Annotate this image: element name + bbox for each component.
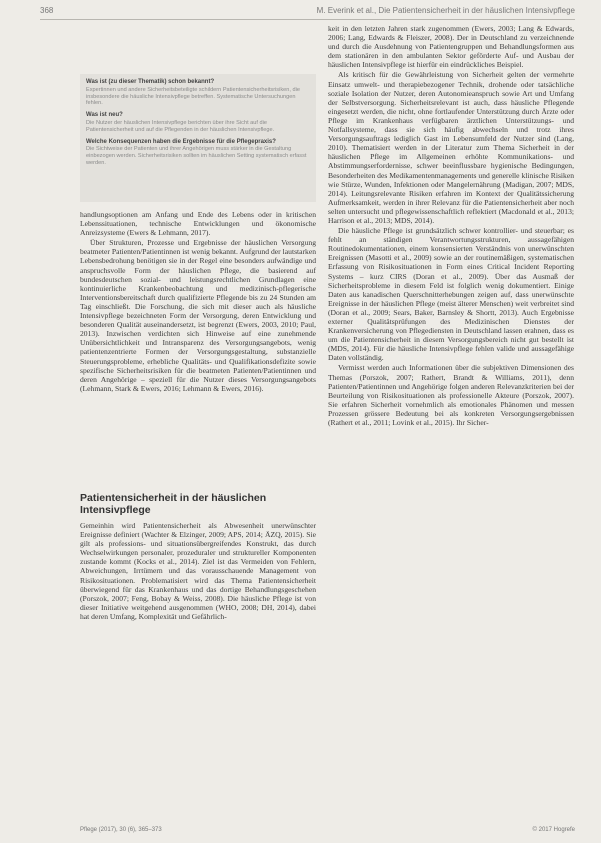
running-title: M. Everink et al., Die Patientensicherheit in der häuslichen Intensivpflege xyxy=(316,6,575,15)
footer-copyright: © 2017 Hogrefe xyxy=(532,827,575,833)
summary-question-3: Welche Konsequenzen haben die Ergebnisse für die Pflegepraxis? xyxy=(86,138,276,145)
right-column xyxy=(328,24,574,428)
footer-citation: Pflege (2017), 30 (6), 365–373 xyxy=(80,827,162,833)
left-column-bottom xyxy=(80,521,316,622)
left-column-top xyxy=(80,210,316,394)
paragraph: Die häusliche Pflege ist grundsätzlich schwer kontrollier- und steuerbar; es fehlt an ständigen Verantwortungsstrukturen, aussagefähigen Routinedokumentationen, einem konsensierten Verständnis von unerwünschten Ereignissen (Masotti et al., 2009) sowie an der routinemäßigen, systematischen Erfassung von Risikosituationen in Form eines Critical Incident Reporting Systems – kurz CIRS (Doran et al., 2009). Über das Ausmaß der Sicherheitsprobleme in diesem Feld ist folglich wenig dokumentiert. Einige Daten aus kanadischen Querschnitterhebungen zeigen auf, dass unerwünschte Ereignisse in der häuslichen Pflege (meist älterer Menschen) weit verbreitet sind (Doran et al., 2009; Sears, Baker, Barnsley & Shortt, 2013). Auch Ergebnisse externer Qualitätsprüfungen des Medizinischen Dienstes der Krankenversicherung von Pflegediensten in Deutschland lassen erahnen, dass es um die Patientensicherheit in diesem Versorgungsbereich nicht gut bestellt ist (MDS, 2014). Für die häusliche Intensivpflege fehlen valide und aussagefähige Daten vollständig. xyxy=(328,226,574,363)
paragraph: Über Strukturen, Prozesse und Ergebnisse der häuslichen Versorgung beatmeter Patienten/Patientinnen ist wenig bekannt. Aufgrund der lautstarken Lebensbedrohung benötigen sie in der Regel eine besonders aufwändige und anspruchsvolle Form der häuslichen Pflege, die basierend auf bundesdeutschen sozial- und leistungsrechtlichen Grundlagen eine kontinuierliche Krankenbeobachtung und medizinisch-pflegerische Interventionsbereitschaft durch qualifizierte Pflegende bis zu 24 Stunden am Tag einschließt. Die Forschung, die sich mit dieser auch als häusliche Intensivpflege bezeichneten Form der Versorgung, deren Entwicklung und besonderen Qualität auseinandersetzt, ist begrenzt (Ewers, 2003, 2010; Paul, 2013). Inzwischen verdichten sich Hinweise auf eine zunehmende Unübersichtlichkeit und Intransparenz des Versorgungsangebots, wenig patientenzentrierte Formen der Versorgungsgestaltung, substanzielle Steuerungsprobleme, erhebliche Qualitäts- und Qualifikationsdefizite sowie spezifische Sicherheitsrisiken für die beatmeten Patienten/Patientinnen und deren Angehörige – speziell für die Nutzer dieses Versorgungsangebots (Lehmann, Stark & Ewers, 2016; Lehmann & Ewers, 2016). xyxy=(80,238,316,393)
page-number: 368 xyxy=(40,6,54,15)
summary-question-1: Was ist (zu dieser Thematik) schon bekannt? xyxy=(86,79,215,85)
paragraph: Als kritisch für die Gewährleistung von Sicherheit gelten der vermehrte Einsatz umwelt- und therapiebezogener Technik, drohende oder tatsächliche soziale Isolation der Nutzer, deren Autonomieanspruch sowie Art und Umfang der Selbstversorgung. Sicherheitsrelevant ist auch, dass häusliche Pflegende eingesetzt werden, die nicht, ohne fortlaufender Unterstützung durch Ärzte oder Pflege im Krankenhaus verfügbaren ärztlichen Unterstützungs- und Notfallsysteme, dass sie sich häufig abwechseln und trotz ihres Versorgungsauftrags lediglich Gast im Lebensumfeld der Nutzer sind (Lang, 2010). Thematisiert werden in der Literatur zum Thema Sicherheit in der häuslichen Pflege im Allgemeinen erhöhte Kommunikations- und Abstimmungserfordernisse, schwer beeinflussbare hygienische Bedingungen, Besonderheiten des Medikamentenmanagements und generelle klinische Risiken wie Stürze, Wunden, Infektionen oder Mangelernährung (Madigan, 2007; MDS, 2014). Leitungsrelevante Risiken erfahren im Kontext der Qualitätssicherung Aufmerksamkeit, werden in ihrer Relevanz für die Patientensicherheit aber noch selten untersucht und pflegewissenschaftlich reflektiert (Macdonald et al., 2013; Harrison et al., 2013; MDS, 2014). xyxy=(328,70,574,225)
summary-question-2: Was ist neu? xyxy=(86,112,123,119)
paragraph: handlungsoptionen am Anfang und Ende des Lebens oder in kritischen Lebenssituationen, technische Entwicklungen und ökonomische Anreizsysteme (Ewers & Lehmann, 2017). xyxy=(80,210,316,238)
section-heading: Patientensicherheit in der häuslichen Intensivpflege xyxy=(80,492,267,516)
summary-answer-3: Die Sichtweise der Patienten und ihrer Angehörigen muss stärker in die Gestaltung einbezogen werden. Sicherheitsrisiken sollten im häuslichen Setting systematisch erfasst werden. xyxy=(86,146,307,166)
paragraph: Gemeinhin wird Patientensicherheit als Abwesenheit unerwünschter Ereignisse definiert (Wachter & Elzinger, 2009; APS, 2014; ÄZQ, 2015). Sie gilt als professions- und situationsübergreifendes Konstrukt, das durch Wechselwirkungen personaler, prozeduraler und struktureller Komponenten zustande kommt (Kocks et al., 2014). Ziel ist das Vermeiden von Fehlern, Abweichungen, Irrtümern und das vorausschauende Management von Risikosituationen. Problematisiert wird das Thema Patientensicherheit überwiegend für das Krankenhaus und das dortige Behandlungsgeschehen (Porszok, 2007; Feng, Bobay & Weiss, 2008). Die häusliche Pflege ist von dieser Initiative weitgehend ausgenommen (WHO, 2008; DH, 2014), dabei hat deren Umfang, Komplexität und Gefährlich- xyxy=(80,521,316,621)
paragraph: keit in den letzten Jahren stark zugenommen (Ewers, 2003; Lang & Edwards, 2006; Lang, Edwards & Fleiszer, 2008). Der in Deutschland zu verzeichnende und durch die Ausdehnung von Patientengruppen und Behandlungsformen aus dem stationären in den ambulanten Sektor geförderte Auf- und Ausbau der häuslichen Intensivpflege ist hierfür ein eindrückliches Beispiel. xyxy=(328,24,574,70)
summary-answer-1: Expertinnen und andere Sicherheitsbeteiligte schildern Patientensicherheitsrisiken, die insbesondere die häusliche Intensivpflege betreffen. Systematische Untersuchungen fehlen. xyxy=(86,86,300,107)
summary-box xyxy=(80,74,316,202)
summary-answer-2: Die Nutzer der häuslichen Intensivpflege berichten über ihre Sicht auf die Patientensicherheit und auf die Pflegenden in der häuslichen Intensivpflege. xyxy=(86,119,275,133)
page-footer xyxy=(80,827,575,837)
paragraph: Vermisst werden auch Informationen über die subjektiven Dimensionen des Themas (Porszok, 2007; Rathert, Brandt & Williams, 2011), denn Patienten/Patientinnen und Angehörige folgen anderen Relevanzkriterien bei der Beurteilung von Risikosituationen als professionelle Akteure (Porszok, 2007). Sie erfahren Sicherheit vornehmlich als emotionales Phänomen und messen Prozessen grössere Bedeutung bei als konkreten Versorgungsergebnissen (Rathert et al., 2011; Lovink et al., 2015). Ihr Sicher- xyxy=(328,363,574,428)
header-rule xyxy=(40,19,575,20)
running-header xyxy=(40,6,575,18)
